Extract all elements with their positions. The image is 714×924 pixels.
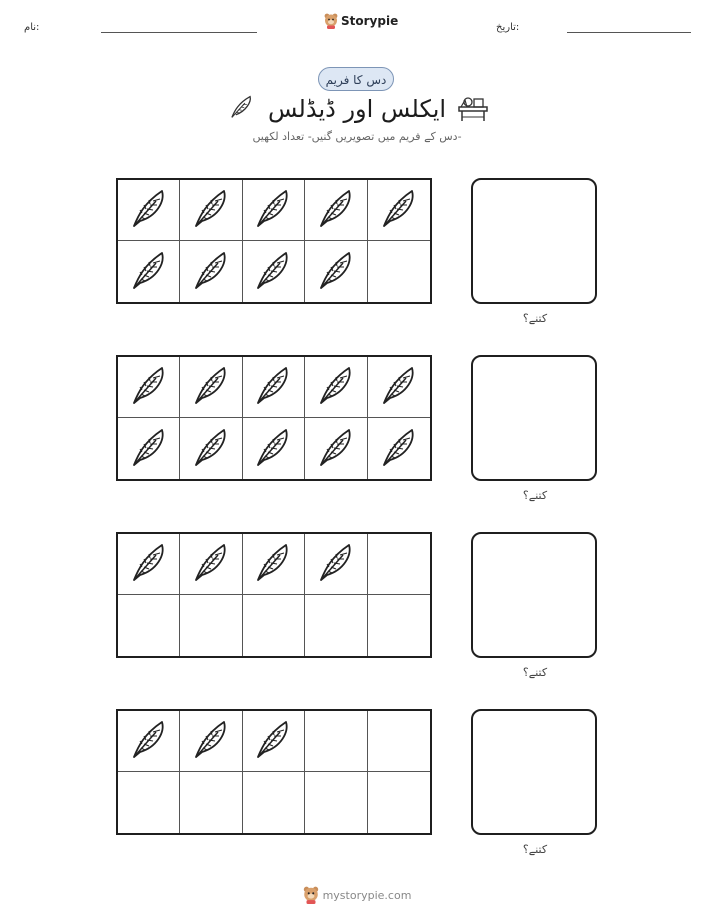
feather-icon <box>253 186 293 234</box>
workbench-icon <box>457 94 489 126</box>
frame-cell <box>305 595 367 656</box>
bear-logo-icon <box>324 13 338 29</box>
frame-cell <box>243 357 305 418</box>
feather-icon <box>316 248 356 296</box>
frame-cell <box>180 711 242 772</box>
ten-frame <box>116 709 432 835</box>
answer-box[interactable] <box>471 532 597 658</box>
frame-cell <box>305 711 367 772</box>
frame-cell <box>243 534 305 595</box>
answer-prompt: کتنے؟ <box>522 489 548 502</box>
feather-icon <box>316 363 356 411</box>
feather-icon <box>253 540 293 588</box>
frame-cell <box>243 180 305 241</box>
feather-icon <box>379 186 419 234</box>
frame-cell <box>180 534 242 595</box>
feather-icon <box>316 540 356 588</box>
feather-icon <box>129 425 169 473</box>
feather-icon <box>191 248 231 296</box>
feather-icon <box>316 186 356 234</box>
feather-icon <box>191 717 231 765</box>
feather-icon <box>253 248 293 296</box>
instructions: دس کے فریم میں تصویریں گنیں- تعداد لکھیں- <box>252 130 462 143</box>
feather-icon <box>253 717 293 765</box>
frame-cell <box>180 772 242 833</box>
ten-frame <box>116 178 432 304</box>
frame-cell <box>368 418 430 479</box>
frame-cell <box>368 772 430 833</box>
answer-prompt: کتنے؟ <box>522 666 548 679</box>
frame-cell <box>243 418 305 479</box>
feather-icon <box>316 425 356 473</box>
feather-icon <box>129 186 169 234</box>
frame-cell <box>305 180 367 241</box>
frame-cell <box>118 241 180 302</box>
footer-site: mystorypie.com <box>322 888 412 902</box>
frame-cell <box>118 711 180 772</box>
brand-name: Storypie <box>341 14 399 28</box>
feather-icon <box>191 363 231 411</box>
worksheet-title: ایکلس اور ڈیڈلس <box>267 95 447 123</box>
feather-icon <box>129 248 169 296</box>
frame-cell <box>368 241 430 302</box>
feather-icon <box>191 540 231 588</box>
frame-cell <box>180 595 242 656</box>
frame-cell <box>118 595 180 656</box>
ten-frame <box>116 532 432 658</box>
frame-cell <box>243 241 305 302</box>
feather-icon <box>253 363 293 411</box>
frame-cell <box>243 772 305 833</box>
frame-cell <box>368 180 430 241</box>
date-field[interactable] <box>567 32 691 33</box>
ten-frame <box>116 355 432 481</box>
frame-cell <box>368 357 430 418</box>
feather-icon <box>253 425 293 473</box>
date-label: تاریخ: <box>496 22 520 33</box>
answer-prompt: کتنے؟ <box>522 312 548 325</box>
frame-cell <box>368 595 430 656</box>
footer <box>0 886 714 904</box>
answer-prompt: کتنے؟ <box>522 843 548 856</box>
feather-icon <box>379 363 419 411</box>
frame-cell <box>180 357 242 418</box>
feather-icon <box>129 363 169 411</box>
frame-cell <box>368 711 430 772</box>
frame-cell <box>243 711 305 772</box>
frame-cell <box>180 180 242 241</box>
frame-cell <box>305 418 367 479</box>
frame-cell <box>180 241 242 302</box>
frame-cell <box>368 534 430 595</box>
bear-logo-icon <box>303 886 319 904</box>
feather-icon <box>191 186 231 234</box>
frame-cell <box>305 534 367 595</box>
feather-icon <box>129 540 169 588</box>
brand-logo <box>324 13 398 29</box>
frame-cell <box>305 772 367 833</box>
answer-box[interactable] <box>471 709 597 835</box>
frame-cell <box>118 772 180 833</box>
name-label: نام: <box>24 22 40 33</box>
frame-cell <box>243 595 305 656</box>
feather-icon <box>129 717 169 765</box>
answer-box[interactable] <box>471 355 597 481</box>
feather-icon <box>379 425 419 473</box>
frame-cell <box>305 357 367 418</box>
frame-cell <box>118 180 180 241</box>
frame-cell <box>180 418 242 479</box>
feather-icon <box>191 425 231 473</box>
ten-frame-badge: دس کا فریم <box>318 67 394 91</box>
frame-cell <box>118 534 180 595</box>
frame-cell <box>118 357 180 418</box>
name-field[interactable] <box>101 32 257 33</box>
answer-box[interactable] <box>471 178 597 304</box>
frame-cell <box>305 241 367 302</box>
frame-cell <box>118 418 180 479</box>
